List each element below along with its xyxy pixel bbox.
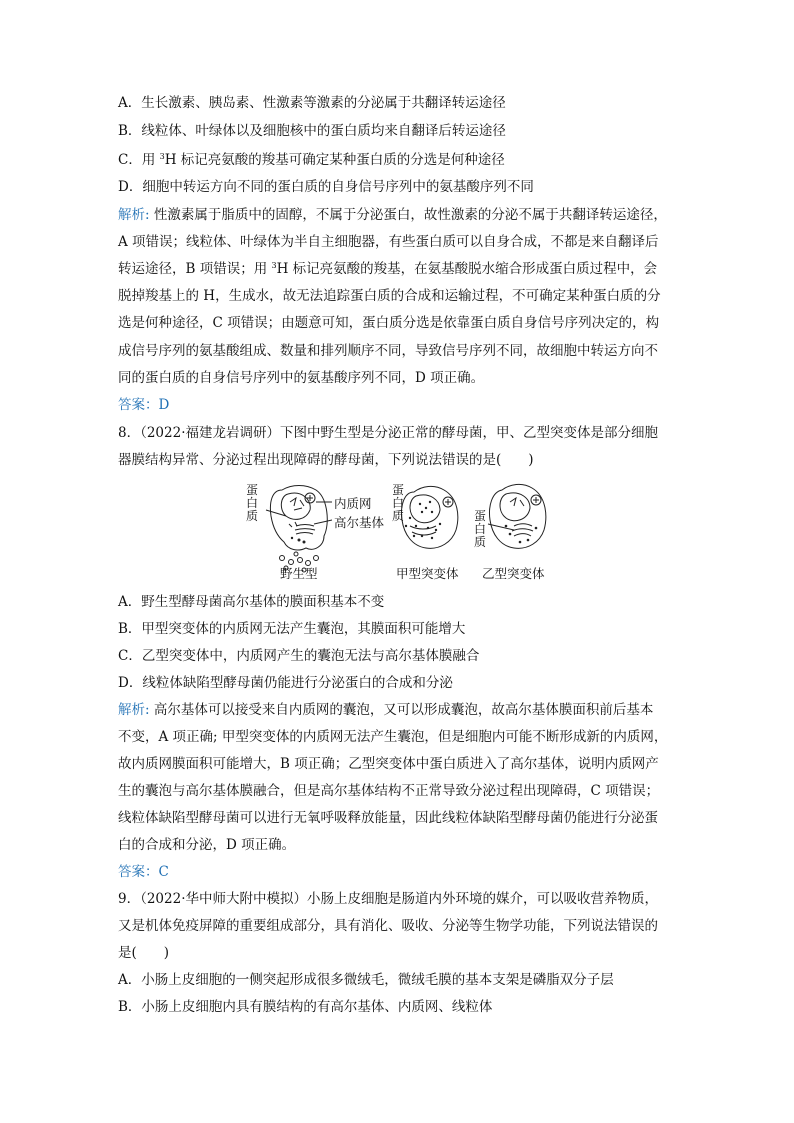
- type-b-golgi: [512, 524, 533, 536]
- q8-option-d: D．线粒体缺陷型酵母菌仍能进行分泌蛋白的合成和分泌: [118, 675, 453, 691]
- q8-analysis-line: 生的囊泡与高尔基体膜融合，但是高尔基体结构不正常导致分泌过程出现障碍，C 项错误；: [118, 783, 660, 799]
- q9-stem: 9．（2022·华中师大附中模拟）小肠上皮细胞是肠道内外环境的媒介，可以吸收营养物质，: [118, 891, 658, 907]
- caption-type-a: 甲型突变体: [396, 566, 459, 581]
- q8-option-b: B．甲型突变体的内质网无法产生囊泡，其膜面积可能增大: [118, 621, 466, 637]
- q7-option-a: A．生长激素、胰岛素、性激素等激素的分泌属于共翻译转运途径: [118, 95, 506, 111]
- q7-option-b: B．线粒体、叶绿体以及细胞核中的蛋白质均来自翻译后转运途径: [118, 123, 506, 139]
- q9-option-b: B．小肠上皮细胞内具有膜结构的有高尔基体、内质网、线粒体: [118, 999, 493, 1015]
- q8-option-c: C．乙型突变体中，内质网产生的囊泡无法与高尔基体膜融合: [118, 648, 480, 664]
- q7-option-c: C．用 $^3$H 标记亮氨酸的羧基可确定某种蛋白质的分选是何种途径: [118, 152, 505, 168]
- q7-analysis-line: 选是何种途径，C 项错误；由题意可知，蛋白质分选是依靠蛋白质自身信号序列决定的，构: [118, 315, 660, 331]
- q7-analysis-line: 脱掉羧基上的 H，生成水，故无法追踪蛋白质的合成和运输过程，不可确定某种蛋白质的分: [118, 288, 661, 304]
- type-b-nucleus: [500, 493, 530, 521]
- q7-option-d: D．细胞中转运方向不同的蛋白质的自身信号序列中的氨基酸序列不同: [118, 179, 534, 195]
- type-a-nucleus: [410, 495, 440, 523]
- q8-stem: 器膜结构异常、分泌过程出现障碍的酵母菌，下列说法错误的是( ): [118, 452, 534, 468]
- type-b-cell-outline: [490, 484, 546, 548]
- q7-answer: 答案：D: [118, 397, 170, 413]
- q9-option-a: A．小肠上皮细胞的一侧突起形成很多微绒毛，微绒毛膜的基本支架是磷脂双分子层: [118, 972, 614, 988]
- q7-analysis-line: 转运途径，B 项错误；用 $^3$H 标记亮氨酸的羧基，在氨基酸脱水缩合形成蛋白质过程中，会: [118, 261, 658, 277]
- q8-option-a: A．野生型酵母菌高尔基体的膜面积基本不变: [118, 594, 385, 610]
- q8-answer: 答案：C: [118, 864, 169, 880]
- q8-analysis-line: 线粒体缺陷型酵母菌可以进行无氧呼吸释放能量，因此线粒体缺陷型酵母菌仍能进行分泌蛋: [118, 810, 658, 826]
- label-golgi: 高尔基体: [334, 515, 385, 530]
- caption-wild-type: 野生型: [280, 566, 318, 581]
- q7-analysis-line: 同的蛋白质的自身信号序列中的氨基酸序列不同，D 项正确。: [118, 370, 485, 386]
- yeast-secretion-figure: [244, 480, 564, 585]
- q9-stem: 是( ): [118, 945, 170, 961]
- label-er: 内质网: [334, 496, 372, 511]
- q8-analysis-line: 故内质网膜面积可能增大，B 项正确；乙型突变体中蛋白质进入了高尔基体，说明内质网产: [118, 756, 659, 772]
- label-protein-type-a: 蛋白质: [392, 483, 405, 523]
- q8-analysis-line: 解析: 高尔基体可以接受来自内质网的囊泡，又可以形成囊泡，故高尔基体膜面积前后基本: [118, 702, 654, 718]
- type-a-er: [410, 526, 436, 535]
- wild-type-golgi: [295, 525, 315, 535]
- q8-analysis-line: 白的合成和分泌，D 项正确。: [118, 837, 296, 853]
- q8-stem: 8．（2022·福建龙岩调研）下图中野生型是分泌正常的酵母菌，甲、乙型突变体是部分细胞: [118, 425, 658, 441]
- analysis-label: 解析:: [118, 702, 150, 718]
- label-protein-type-b: 蛋白质: [474, 509, 487, 549]
- label-protein: 蛋白质: [246, 483, 259, 523]
- caption-type-b: 乙型突变体: [482, 566, 545, 581]
- q7-analysis-line: 成信号序列的氨基酸组成、数量和排列顺序不同，导致信号序列不同，故细胞中转运方向不: [118, 343, 658, 359]
- q7-analysis-line: A 项错误；线粒体、叶绿体为半自主细胞器，有些蛋白质可以自身合成，不都是来自翻译后: [118, 234, 659, 250]
- q7-analysis-line: 解析: 性激素属于脂质中的固醇，不属于分泌蛋白，故性激素的分泌不属于共翻译转运途径，: [118, 207, 667, 223]
- analysis-label: 解析:: [118, 207, 150, 223]
- q9-stem: 又是机体免疫屏障的重要组成部分，具有消化、吸收、分泌等生物学功能，下列说法错误的: [118, 918, 658, 934]
- q8-analysis-line: 不变，A 项正确; 甲型突变体的内质网无法产生囊泡，但是细胞内可能不断形成新的内质网，: [118, 729, 668, 745]
